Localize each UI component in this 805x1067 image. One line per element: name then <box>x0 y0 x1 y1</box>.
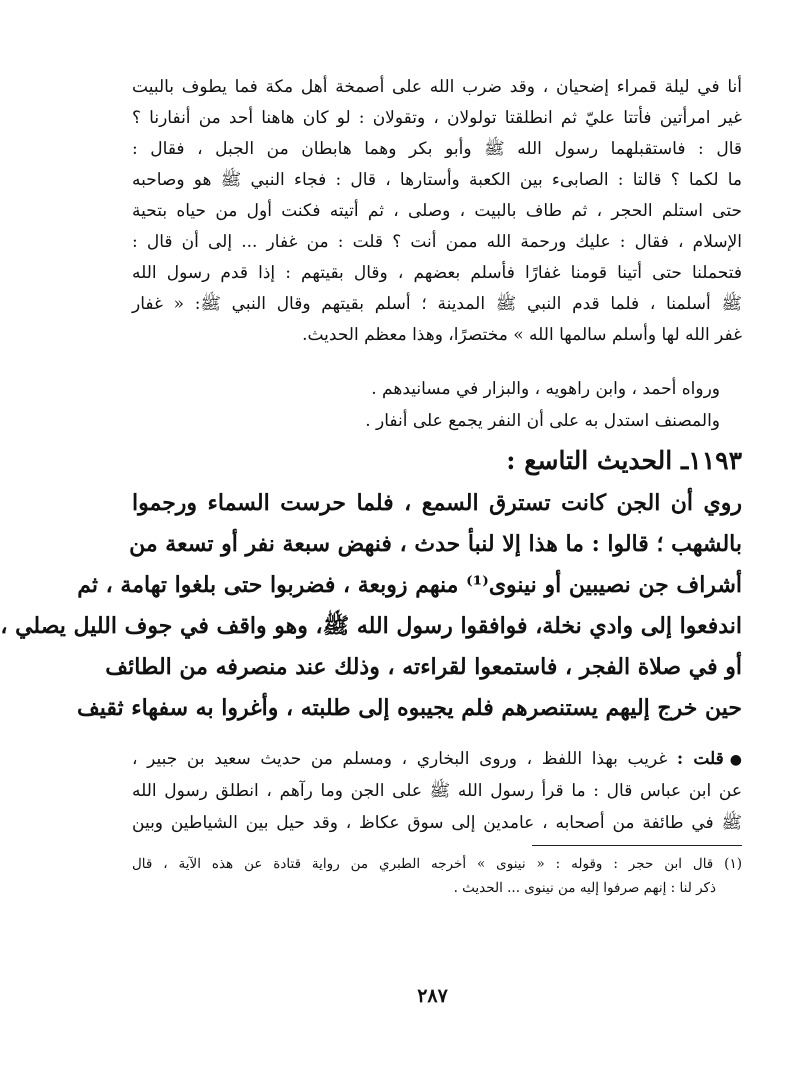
note-line: ﷺ في طائفة من أصحابه ، عامدين إلى سوق عكاظ ، وقد حيل بين الشياطين وبين <box>132 813 742 833</box>
commentary-note <box>132 743 742 839</box>
page-number: ٢٨٧ <box>417 985 448 1007</box>
note-line: عن ابن عباس قال : ما قرأ رسول الله ﷺ على الجن وما رآهم ، انطلق رسول الله <box>132 781 742 801</box>
note-text: غريب بهذا اللفظ ، وروى البخاري ، ومسلم من حديث سعيد بن جبير ، <box>132 749 668 769</box>
text-line: الإسلام ، فقال : عليك ورحمة الله ممن أنت ؟ قلت : من غفار ... إلى أن قال : <box>132 232 742 252</box>
footnote-line: ذكر لنا : إنهم صرفوا إليه من نينوى ... الحديث . <box>453 880 716 896</box>
footnote <box>132 852 742 900</box>
paragraph-sources <box>132 373 742 437</box>
hadith-heading: ١١٩٣ـ الحديث التاسع : <box>506 446 742 475</box>
text-line: والمصنف استدل به على أن النفر يجمع على أنفار . <box>365 411 720 431</box>
hadith-line: بالشهب ؛ قالوا : ما هذا إلا لنبأ حدث ، فنهض سبعة نفر أو تسعة من <box>129 531 742 557</box>
footnote-text: قال ابن حجر : وقوله : « نينوى » أخرجه الطبري من رواية قتادة عن هذه الآية ، قال <box>132 856 714 872</box>
text-line: ورواه أحمد ، وابن راهويه ، والبزار في مسانيدهم . <box>371 379 720 399</box>
text-line: أنا في ليلة قمراء إضحيان ، وقد ضرب الله على أصمخة أهل مكة فما يطوف بالبيت <box>132 77 742 97</box>
note-label: قلت : <box>676 749 724 769</box>
text-line: حتى استلم الحجر ، ثم طاف بالبيت ، وصلى ، ثم أتيته فكنت أول من حياه بتحية <box>132 201 742 221</box>
footnote-number: (١) <box>724 856 742 872</box>
note-line <box>132 743 742 775</box>
text-line: ﷺ أسلمنا ، فلما قدم النبي ﷺ المدينة ؛ أسلم بقيتهم وقال النبي ﷺ: « غفار <box>132 294 742 314</box>
text-line: ما لكما ؟ قالتا : الصابىء بين الكعبة وأستارها ، قال : فجاء النبي ﷺ هو وصاحبه <box>132 170 742 190</box>
hadith-line: روي أن الجن كانت تسترق السمع ، فلما حرست السماء ورجموا <box>132 490 742 516</box>
footnote-line <box>132 852 742 876</box>
paragraph-narration <box>132 72 742 351</box>
page-body <box>0 72 742 900</box>
hadith-line: أشراف جن نصيبين أو نينوى⁽¹⁾ منهم زوبعة ، فضربوا حتى بلغوا تهامة ، ثم <box>77 572 742 598</box>
hadith-line: أو في صلاة الفجر ، فاستمعوا لقراءته ، وذلك عند منصرفه من الطائف <box>105 654 742 680</box>
bullet-icon: ● <box>729 752 742 768</box>
text-line: غفر الله لها وأسلم سالمها الله » مختصرًا، وهذا معظم الحديث. <box>302 325 742 345</box>
hadith-line: حين خرج إليهم يستنصرهم فلم يجيبوه إلى طلبته ، وأغروا به سفهاء ثقيف <box>76 695 742 721</box>
text-line: قال : فاستقبلهما رسول الله ﷺ وأبو بكر وهما هابطان من الجبل ، فقال : <box>132 139 742 159</box>
text-line: غير امرأتين فأتتا عليّ ثم انطلقتا تولولان ، وتقولان : لو كان هاهنا أحد من أنفارنا ؟ <box>132 108 742 128</box>
hadith-line: اندفعوا إلى وادي نخلة، فوافقوا رسول الله ﷺ، وهو واقف في جوف الليل يصلي ، <box>0 613 742 639</box>
footnote-divider <box>532 845 742 846</box>
hadith-text <box>0 483 742 729</box>
text-line: فتحملنا حتى أتينا قومنا غفارًا فأسلم بعضهم ، وقال بقيتهم : إذا قدم رسول الله <box>132 263 742 283</box>
